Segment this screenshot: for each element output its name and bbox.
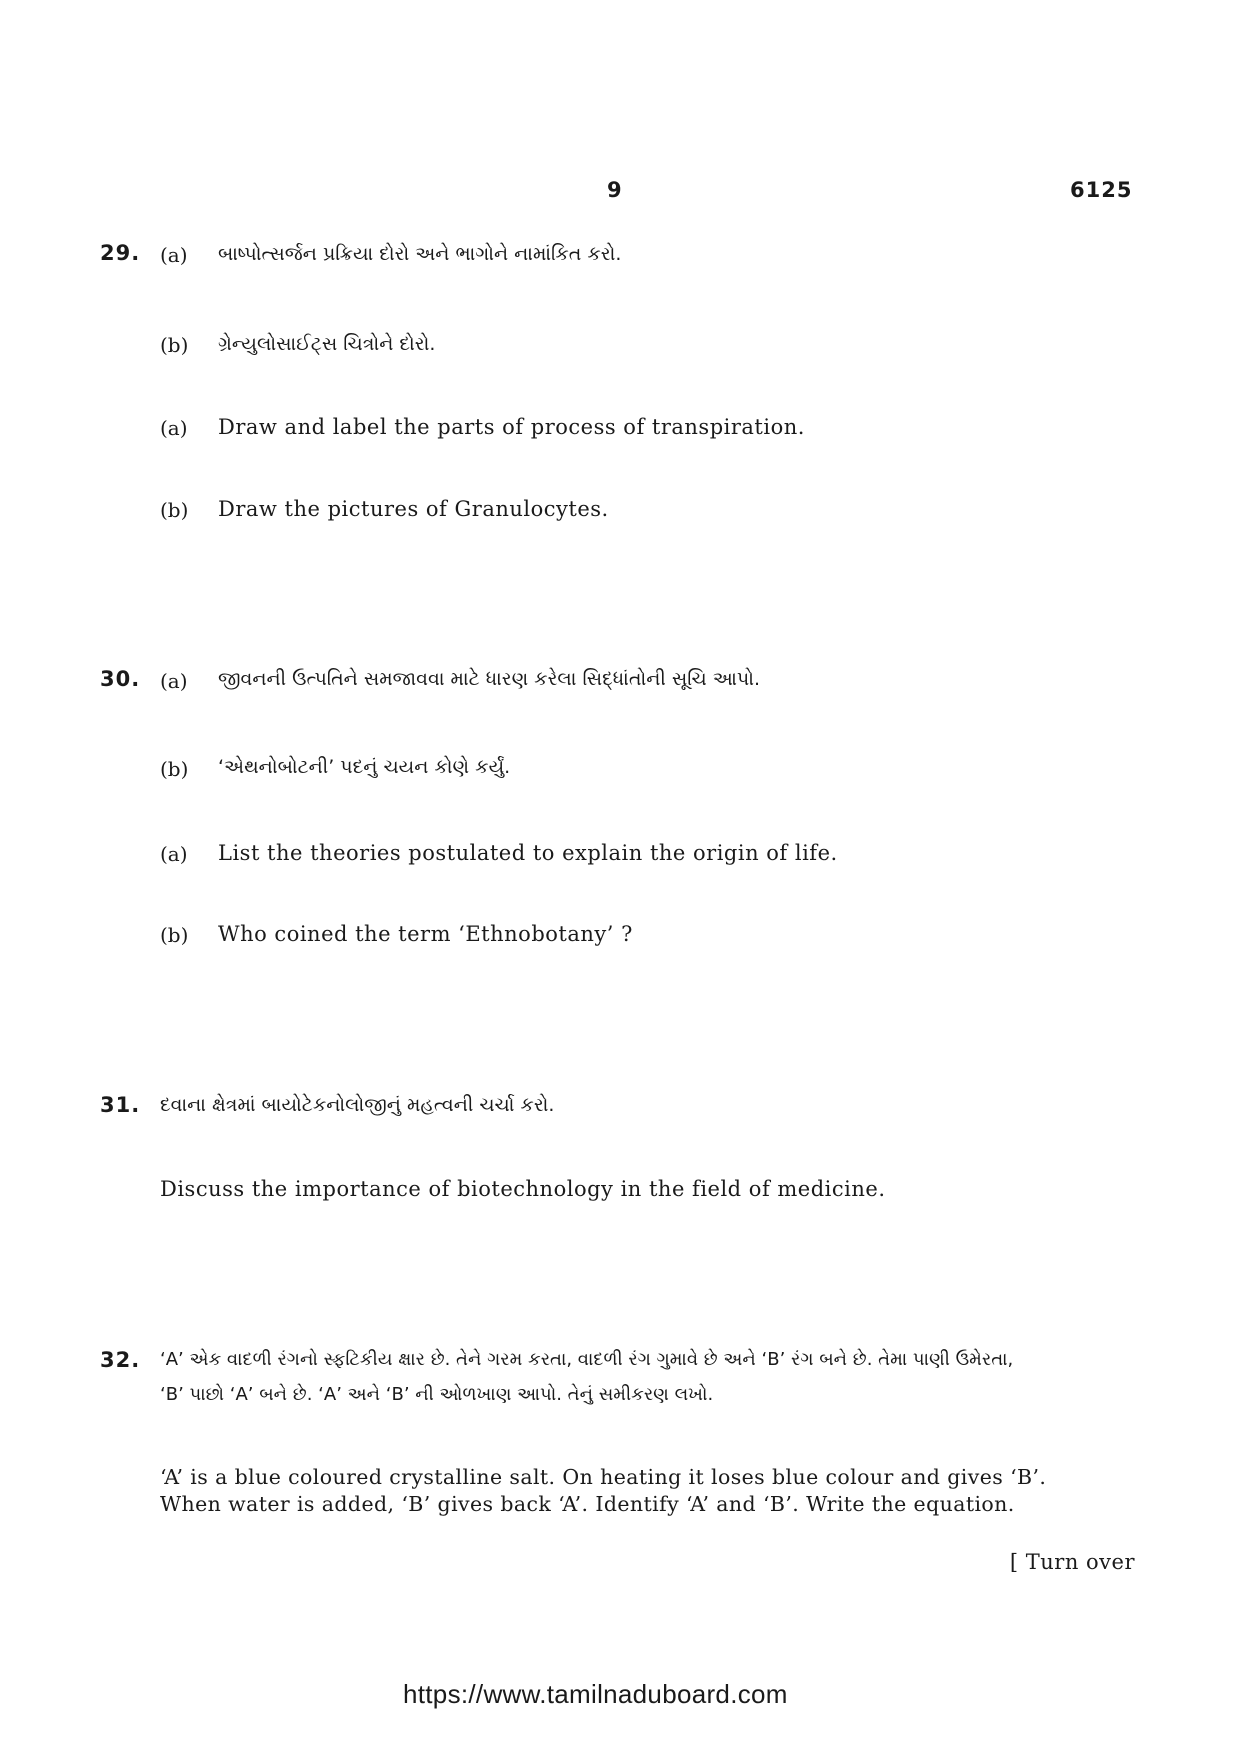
q29-part-label: (b)	[160, 498, 189, 522]
q29-a-gujarati: બાષ્પોત્સર્જન પ્રક્રિયા દોરો અને ભાગોને નામાંકિત કરો.	[218, 243, 622, 265]
q30-b-gujarati: ‘એથનોબોટની’ પદનું ચયન કોણે કર્યું.	[218, 756, 511, 778]
q31-gujarati: દવાના ક્ષેત્રમાં બાયોટેકનોલોજીનું મહત્વની ચર્ચા કરો.	[160, 1094, 555, 1116]
question-number-32: 32.	[100, 1348, 141, 1372]
page-number: 9	[607, 178, 623, 202]
q32-gujarati-line2: ‘B’ પાછો ‘A’ બને છે. ‘A’ અને ‘B’ ની ઓળખાણ આપો. તેનું સમીકરણ લખો.	[160, 1384, 714, 1405]
q30-a-gujarati: જીવનની ઉત્પતિને સમજાવવા માટે ધારણ કરેલા સિદ્ધાંતોની સૂચિ આપો.	[218, 668, 761, 690]
q32-gujarati-line1: ‘A’ એક વાદળી રંગનો સ્ફટિકીય ક્ષાર છે. તેને ગરમ કરતા, વાદળી રંગ ગુમાવે છે અને ‘B’ રંગ બને છે. તેમા પાણી ઉમેરતા,	[160, 1349, 1014, 1370]
question-number-29: 29.	[100, 241, 141, 265]
q30-part-label: (a)	[160, 842, 188, 866]
q31-english: Discuss the importance of biotechnology in the field of medicine.	[160, 1177, 886, 1201]
question-number-31: 31.	[100, 1093, 141, 1117]
question-number-30: 30.	[100, 667, 141, 691]
q30-part-label: (b)	[160, 923, 189, 947]
q29-b-english: Draw the pictures of Granulocytes.	[218, 497, 609, 521]
q29-part-label: (b)	[160, 333, 189, 357]
q29-a-english: Draw and label the parts of process of transpiration.	[218, 415, 805, 439]
q30-part-label: (b)	[160, 757, 189, 781]
q30-b-english: Who coined the term ‘Ethnobotany’ ?	[218, 922, 633, 946]
footer-url[interactable]: https://www.tamilnaduboard.com	[403, 1679, 788, 1709]
q32-english-line2: When water is added, ‘B’ gives back ‘A’. Identify ‘A’ and ‘B’. Write the equation.	[160, 1492, 1015, 1516]
q29-b-gujarati: ગ્રેન્યુલોસાઈટ્સ ચિત્રોને દોરો.	[218, 333, 436, 355]
turn-over-note: [ Turn over	[1009, 1550, 1135, 1574]
paper-code: 6125	[1070, 178, 1133, 202]
q29-part-label: (a)	[160, 243, 188, 267]
q30-part-label: (a)	[160, 669, 188, 693]
q30-a-english: List the theories postulated to explain the origin of life.	[218, 841, 838, 865]
q29-part-label: (a)	[160, 416, 188, 440]
q32-english-line1: ‘A’ is a blue coloured crystalline salt. On heating it loses blue colour and gives ‘B’.	[160, 1465, 1047, 1489]
